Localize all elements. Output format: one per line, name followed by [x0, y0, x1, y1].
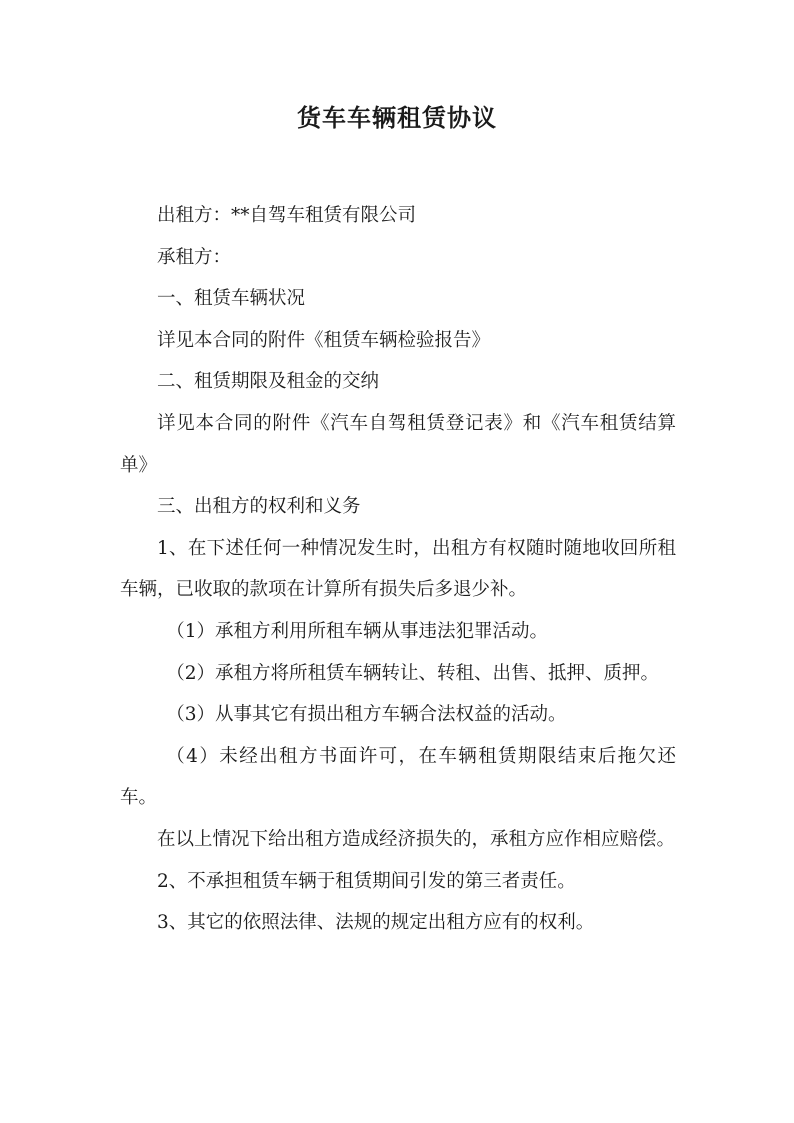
sub-clause-2: （2）承租方将所租赁车辆转让、转租、出售、抵押、质押。 — [166, 662, 660, 684]
paragraph: 详见本合同的附件《汽车自驾租赁登记表》和《汽车租赁结算单》 — [120, 412, 676, 476]
document-title: 货车车辆租赁协议 — [297, 104, 497, 132]
lessee-line: 承租方： — [157, 246, 232, 268]
section-heading-3: 三、出租方的权利和义务 — [157, 496, 361, 518]
clause-3: 3、其它的依照法律、法规的规定出租方应有的权利。 — [157, 912, 595, 934]
paragraph: 详见本合同的附件《租赁车辆检验报告》 — [157, 329, 491, 351]
document-body — [120, 195, 676, 944]
section-heading-1: 一、租赁车辆状况 — [157, 288, 306, 310]
lessor-line: 出租方：**自驾车租赁有限公司 — [157, 205, 417, 226]
section-heading-2: 二、租赁期限及租金的交纳 — [157, 371, 380, 393]
sub-clause-1: （1）承租方利用所租车辆从事违法犯罪活动。 — [166, 620, 549, 642]
paragraph: 在以上情况下给出租方造成经济损失的，承租方应作相应赔偿。 — [157, 828, 676, 850]
sub-clause-4: （4）未经出租方书面许可，在车辆租赁期限结束后拖欠还车。 — [120, 745, 676, 809]
clause-2: 2、不承担租赁车辆于租赁期间引发的第三者责任。 — [157, 870, 576, 892]
clause-1: 1、在下述任何一种情况发生时，出租方有权随时随地收回所租车辆，已收取的款项在计算所有损失后多退少补。 — [120, 537, 676, 601]
sub-clause-3: （3）从事其它有损出租方车辆合法权益的活动。 — [166, 704, 567, 726]
